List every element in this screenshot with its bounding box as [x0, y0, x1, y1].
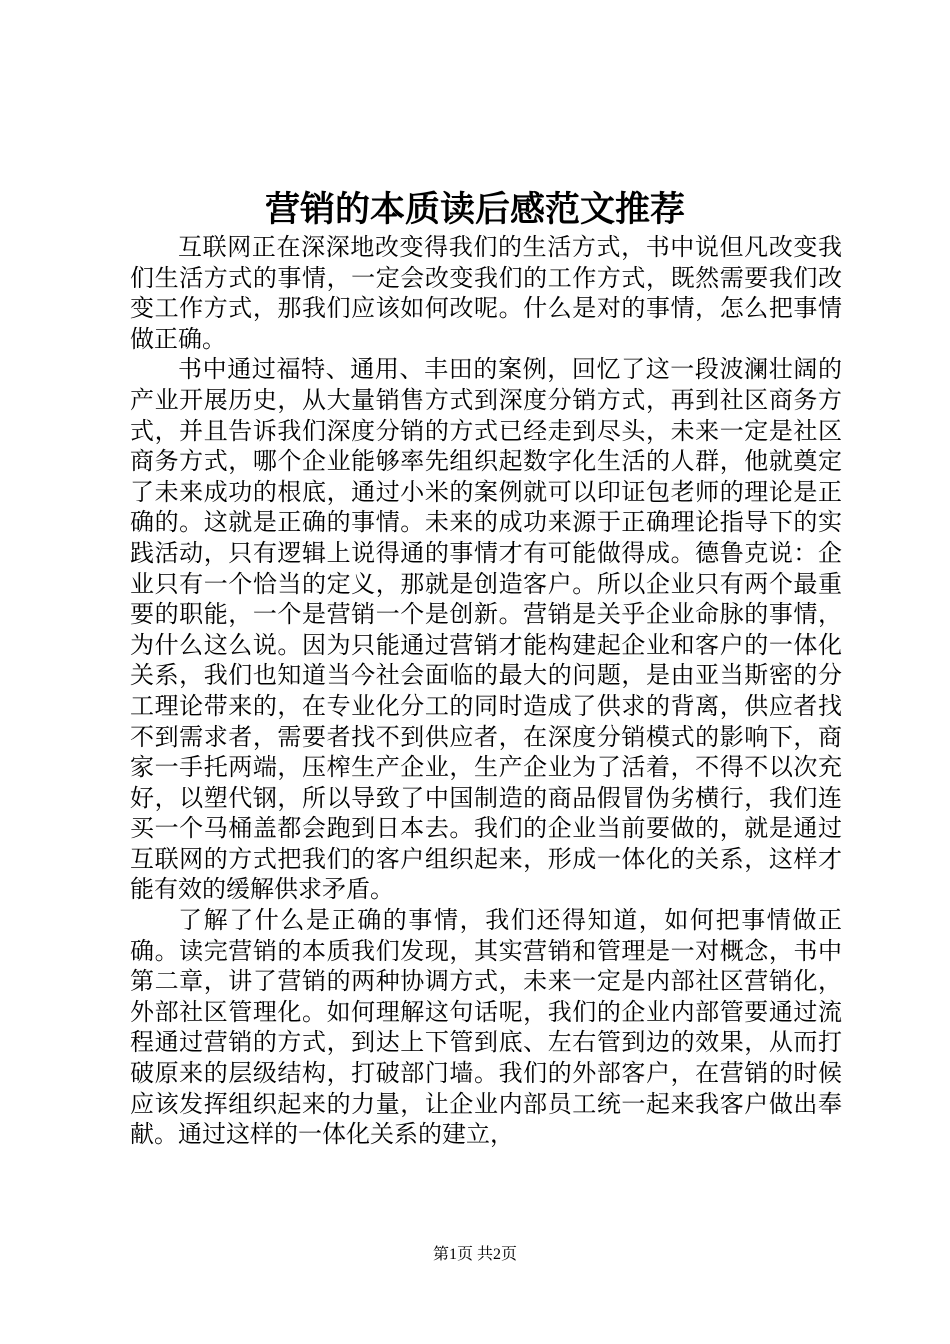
document-body	[130, 232, 842, 1150]
paragraph-3: 了解了什么是正确的事情，我们还得知道，如何把事情做正确。读完营销的本质我们发现，其实营销和管理是一对概念，书中第二章，讲了营销的两种协调方式，未来一定是内部社区营销化，外部社区管理化。如何理解这句话呢，我们的企业内部管要通过流程通过营销的方式，到达上下管到底、左右管到边的效果，从而打破原来的层级结构，打破部门墙。我们的外部客户，在营销的时候应该发挥组织起来的力量，让企业内部员工统一起来我客户做出奉献。通过这样的一体化关系的建立，	[130, 906, 842, 1149]
page-footer: 第1页 共2页	[432, 1246, 517, 1263]
document-title: 营销的本质读后感范文推荐	[264, 189, 685, 230]
paragraph-2: 书中通过福特、通用、丰田的案例，回忆了这一段波澜壮阔的产业开展历史，从大量销售方式到深度分销方式，再到社区商务方式，并且告诉我们深度分销的方式已经走到尽头，未来一定是社区商务方式，哪个企业能够率先组织起数字化生活的人群，他就奠定了未来成功的根底，通过小米的案例就可以印证包老师的理论是正确的。这就是正确的事情。未来的成功来源于正确理论指导下的实践活动，只有逻辑上说得通的事情才有可能做得成。德鲁克说：企业只有一个恰当的定义，那就是创造客户。所以企业只有两个最重要的职能，一个是营销一个是创新。营销是关乎企业命脉的事情，为什么这么说。因为只能通过营销才能构建起企业和客户的一体化关系，我们也知道当今社会面临的最大的问题，是由亚当斯密的分工理论带来的，在专业化分工的同时造成了供求的背离，供应者找不到需求者，需要者找不到供应者，在深度分销模式的影响下，商家一手托两端，压榨生产企业，生产企业为了活着，不得不以次充好，以塑代钢，所以导致了中国制造的商品假冒伪劣横行，我们连买一个马桶盖都会跑到日本去。我们的企业当前要做的，就是通过互联网的方式把我们的客户组织起来，形成一体化的关系，这样才能有效的缓解供求矛盾。	[130, 355, 842, 904]
paragraph-1: 互联网正在深深地改变得我们的生活方式，书中说但凡改变我们生活方式的事情，一定会改变我们的工作方式，既然需要我们改变工作方式，那我们应该如何改呢。什么是对的事情，怎么把事情做正确。	[130, 233, 842, 353]
